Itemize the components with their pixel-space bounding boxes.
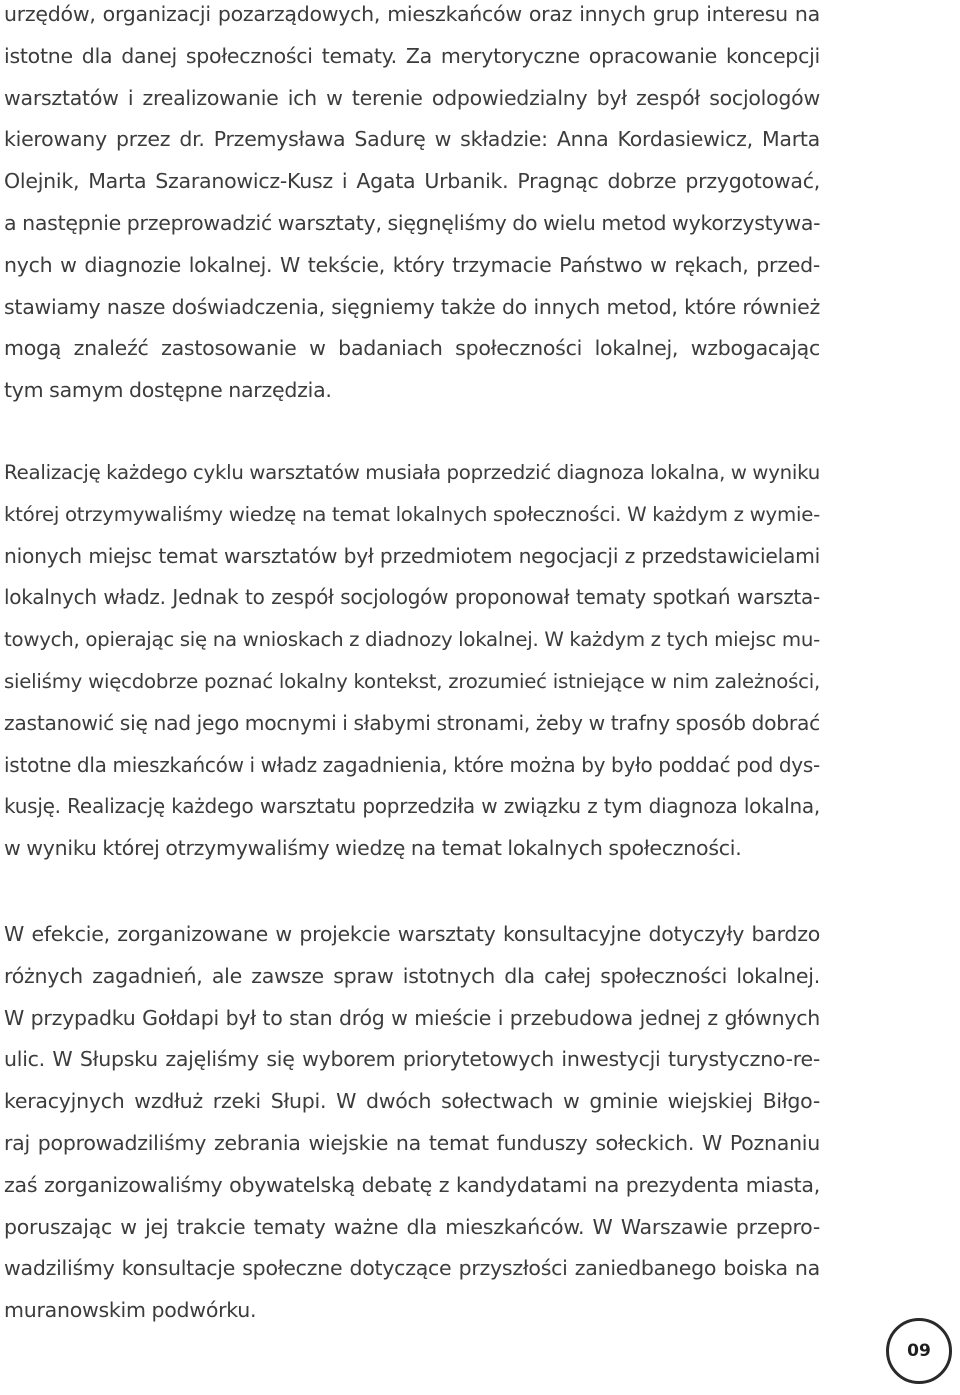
text-line: kusję. Realizację każdego warsztatu poprzedziła w związku z tym diagnoza lokalna, [4, 794, 820, 819]
text-line: której otrzymywaliśmy wiedzę na temat lokalnych społeczności. W każdym z wymie- [4, 502, 820, 526]
text-line: poruszając w jej trakcie tematy ważne dla mieszkańców. W Warszawie przepro- [4, 1214, 820, 1239]
paragraph-3 [4, 914, 820, 1332]
page-number: 09 [907, 1341, 931, 1361]
page-number-badge [886, 1318, 952, 1384]
text-line: raj poprowadziliśmy zebrania wiejskie na temat funduszy sołeckich. W Poznaniu [4, 1130, 820, 1155]
text-line: istotne dla danej społeczności tematy. Za merytoryczne opracowanie koncepcji [4, 43, 820, 68]
paragraph-2 [4, 452, 820, 870]
text-line: W efekcie, zorganizowane w projekcie warsztaty konsultacyjne dotyczyły bardzo [4, 922, 820, 946]
paragraph-1 [4, 0, 820, 412]
text-line: tym samym dostępne narzędzia. [4, 378, 332, 403]
text-line: sieliśmy więcdobrze poznać lokalny kontekst, zrozumieć istniejące w nim zależności, [4, 669, 820, 693]
text-line: stawiamy nasze doświadczenia, sięgniemy także do innych metod, które również [4, 294, 820, 319]
text-line: Realizację każdego cyklu warsztatów musiała poprzedzić diagnoza lokalna, w wyniku [4, 461, 820, 484]
text-line: warsztatów i zrealizowanie ich w terenie odpowiedzialny był zespół socjologów [4, 85, 820, 110]
text-line: ulic. W Słupsku zajęliśmy się wyborem priorytetowych inwestycji turystyczno-re- [4, 1047, 820, 1072]
text-line: lokalnych władz. Jednak to zespół socjologów proponował tematy spotkań warszta- [4, 585, 820, 610]
text-line: a następnie przeprowadzić warsztaty, sięgnęliśmy do wielu metod wykorzystywa- [4, 210, 821, 235]
text-line: wadziliśmy konsultacje społeczne dotyczące przyszłości zaniedbanego boiska na [4, 1256, 820, 1281]
text-line: urzędów, organizacji pozarządowych, mieszkańców oraz innych grup interesu na [4, 2, 820, 26]
text-line: Olejnik, Marta Szaranowicz-Kusz i Agata Urbanik. Pragnąc dobrze przygotować, [4, 169, 820, 194]
text-line: mogą znaleźć zastosowanie w badaniach społeczności lokalnej, wzbogacając [4, 336, 820, 361]
text-line: w wyniku której otrzymywaliśmy wiedzę na temat lokalnych społeczności. [4, 836, 742, 861]
text-line: różnych zagadnień, ale zawsze spraw istotnych dla całej społeczności lokalnej. [4, 963, 820, 988]
text-line: keracyjnych wzdłuż rzeki Słupi. W dwóch sołectwach w gminie wiejskiej Biłgo- [4, 1089, 820, 1114]
text-line: nionych miejsc temat warsztatów był przedmiotem negocjacji z przedstawicielami [4, 543, 820, 568]
text-line: nych w diagnozie lokalnej. W tekście, który trzymacie Państwo w rękach, przed- [4, 252, 820, 277]
text-line: istotne dla mieszkańców i władz zagadnienia, które można by było poddać pod dys- [4, 752, 820, 777]
text-line: towych, opierając się na wnioskach z diadnozy lokalnej. W każdym z tych miejsc mu- [4, 628, 820, 652]
text-line: kierowany przez dr. Przemysława Sadurę w składzie: Anna Kordasiewicz, Marta [4, 127, 820, 152]
text-line: muranowskim podwórku. [4, 1298, 257, 1323]
text-line: zastanowić się nad jego mocnymi i słabymi stronami, żeby w trafny sposób dobrać [4, 710, 820, 735]
text-line: W przypadku Gołdapi był to stan dróg w mieście i przebudowa jednej z głównych [4, 1005, 820, 1030]
text-line: zaś zorganizowaliśmy obywatelską debatę z kandydatami na prezydenta miasta, [4, 1172, 820, 1197]
